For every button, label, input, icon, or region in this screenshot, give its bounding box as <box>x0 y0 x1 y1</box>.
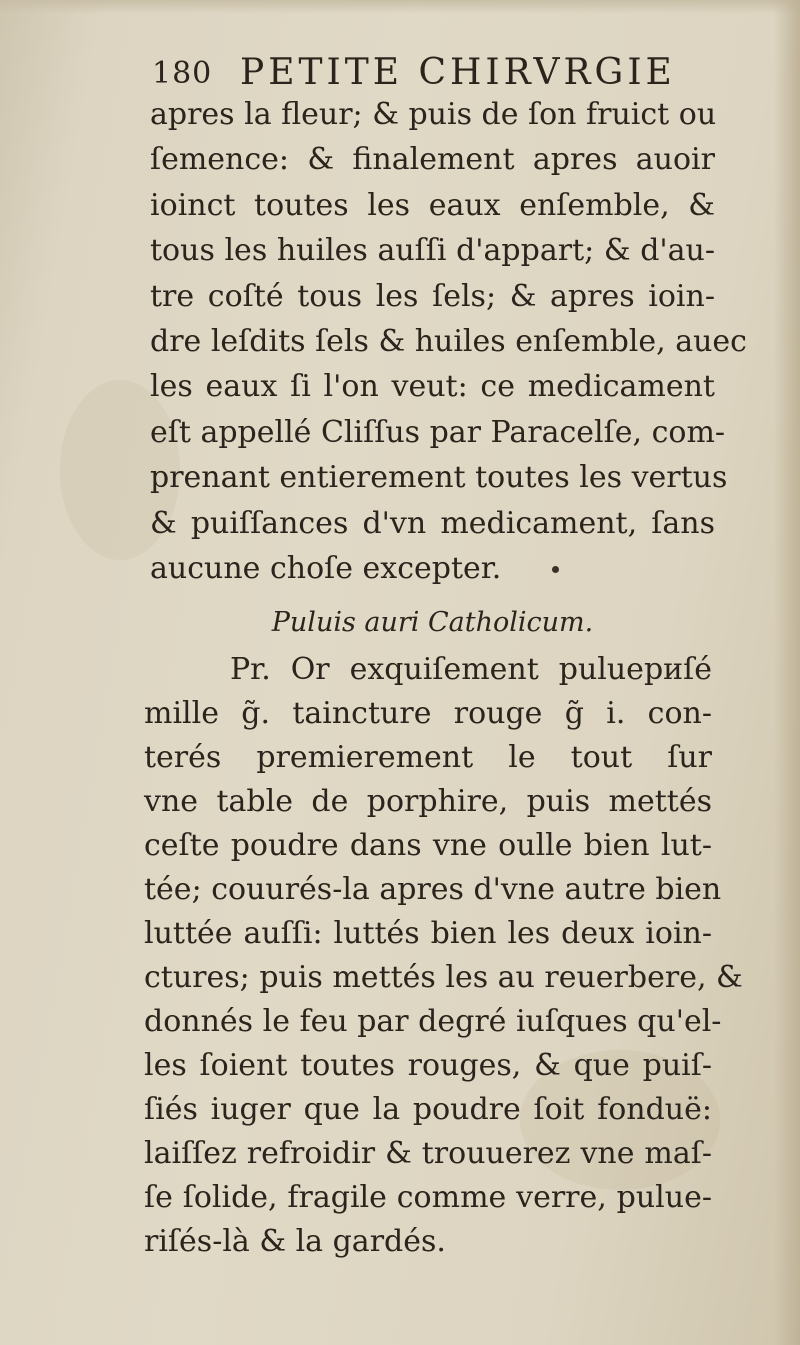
text-line: tre coſté tous les ſels; & apres ioin- <box>150 278 715 314</box>
text-line: ſe ſolide, fragile comme verre, pulue- <box>144 1180 712 1215</box>
text-line: aucune choſe excepter. <box>150 550 502 586</box>
text-line: tous les huiles auſſi d'appart; & d'au- <box>150 233 715 269</box>
page-header <box>150 50 720 98</box>
text-line: donnés le feu par degré iuſques qu'el- <box>144 1004 722 1039</box>
text-line: & puiſſances d'vn medicament, ſans <box>150 505 715 541</box>
text-line: ſiés iuger que la poudre ſoit fonduë: <box>144 1092 712 1127</box>
text-line: mille g̃. taincture rouge g̃ i. con- <box>144 696 712 731</box>
text-line: riſés-là & la gardés. <box>144 1224 446 1259</box>
section-heading: Puluis auri Catholicum. <box>271 607 594 638</box>
page-edge-top <box>0 0 800 14</box>
text-line: ioinct toutes les eaux enſemble, & <box>150 187 715 223</box>
text-line: tée; couurés-la apres d'vne autre bien <box>144 872 722 907</box>
text-line: dre leſdits ſels & huiles enſemble, auec <box>150 323 747 359</box>
text-line: ctures; puis mettés les au reuerbere, & <box>144 960 743 995</box>
paragraph-2 <box>144 648 743 1264</box>
text-line: ceſte poudre dans vne oulle bien lut- <box>144 828 712 863</box>
text-line: vne table de porphire, puis mettés <box>144 784 712 819</box>
page-number: 180 <box>152 56 213 91</box>
paragraph-1 <box>150 92 747 591</box>
text-line: ſemence: & finalement apres auoir <box>150 142 715 178</box>
ink-dot <box>552 566 559 573</box>
text-line: Pr. Or exquiſement puluериſé <box>230 652 712 687</box>
text-line: les ſoient toutes rouges, & que puiſ- <box>144 1048 712 1083</box>
text-line: prenant entierement toutes les vertus <box>150 460 728 496</box>
text-line: eſt appellé Cliſſus par Paracelſe, com- <box>150 414 726 450</box>
page-edge-right <box>774 0 800 1345</box>
text-line: apres la fleur; & puis de ſon fruict ou <box>150 97 717 132</box>
text-line: laiſſez refroidir & trouuerez vne maſ- <box>144 1136 712 1171</box>
running-title: PETITE CHIRVRGIE <box>240 52 676 93</box>
text-line: les eaux ſi l'on veut: ce medicament <box>150 369 715 405</box>
text-line: terés premierement le tout ſur <box>144 740 712 775</box>
text-line: luttée auſſi: luttés bien les deux ioin- <box>144 916 712 951</box>
